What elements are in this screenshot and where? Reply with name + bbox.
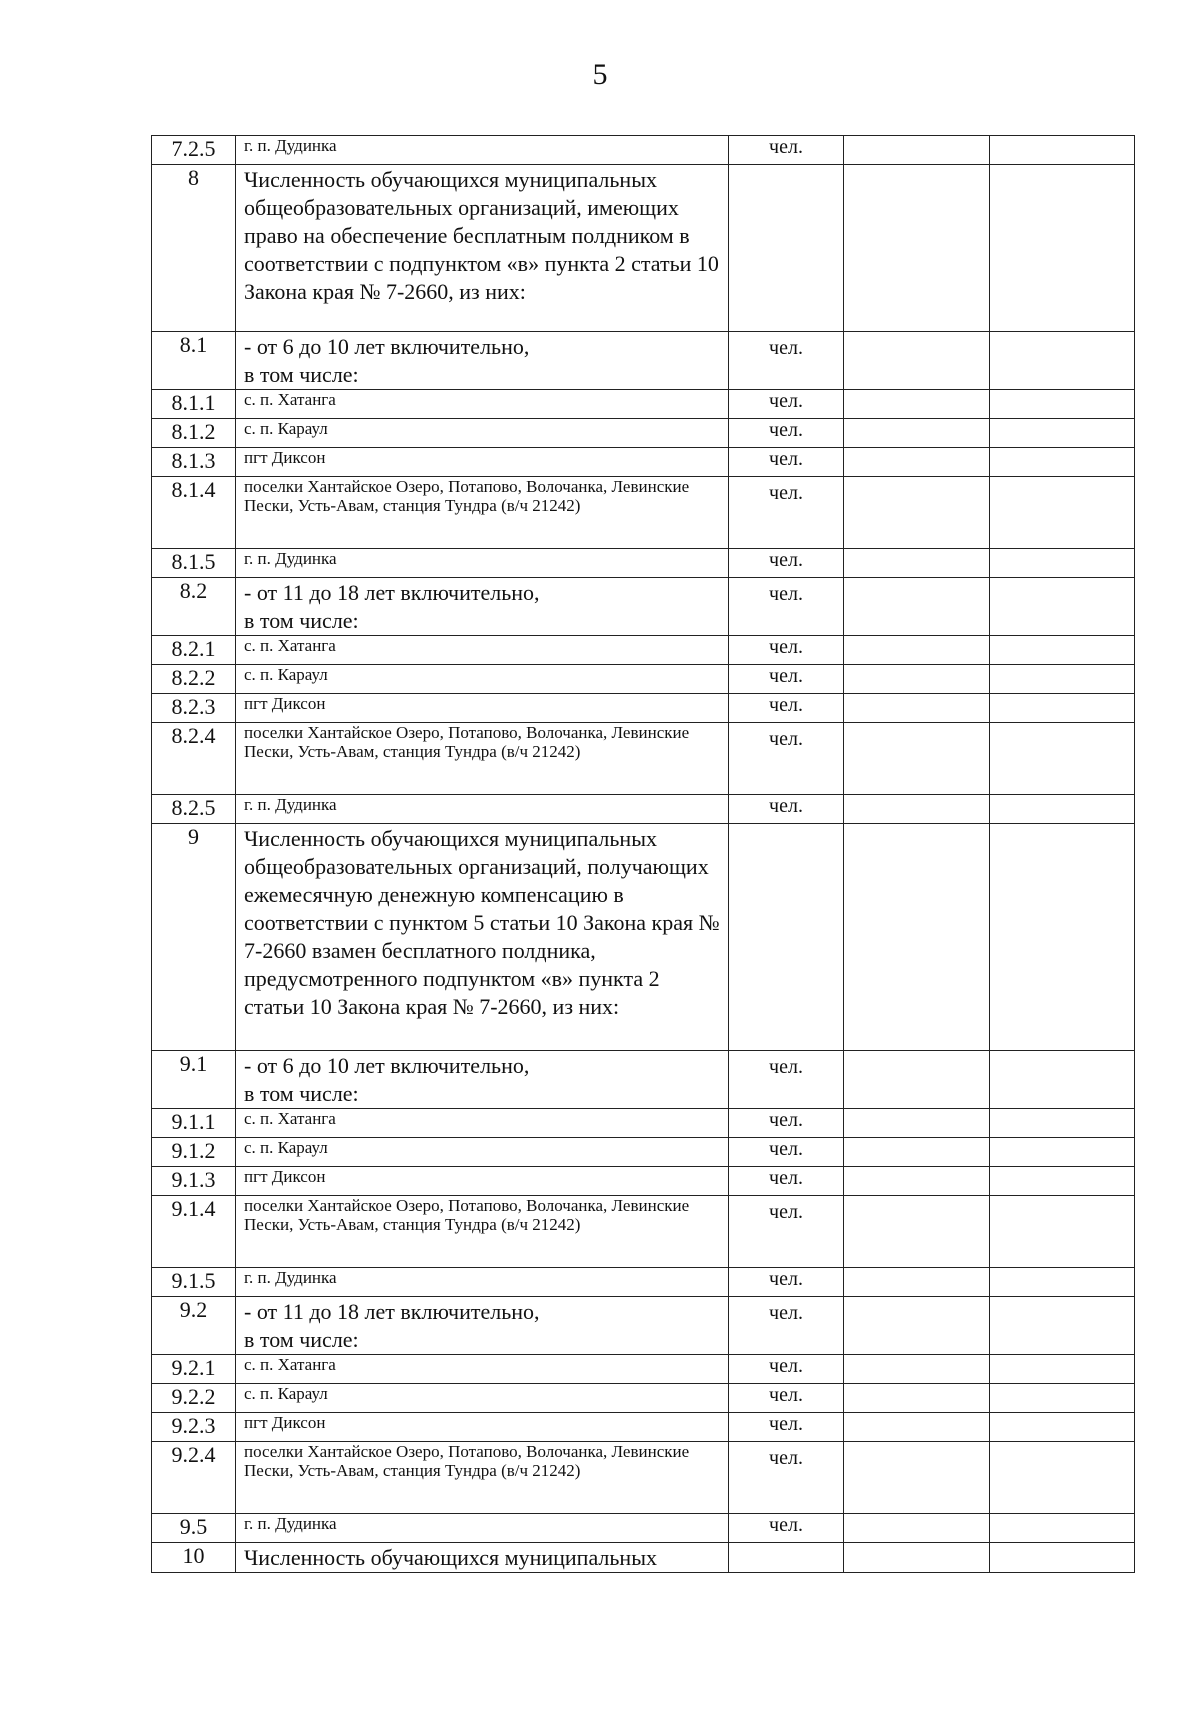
row-unit: чел.	[729, 1138, 844, 1167]
row-unit: чел.	[729, 694, 844, 723]
row-name: пгт Диксон	[236, 694, 729, 723]
value-cell	[990, 1384, 1135, 1413]
row-number: 9.5	[152, 1514, 236, 1543]
value-cell	[844, 1384, 990, 1413]
table-row	[152, 795, 1135, 824]
row-name: с. п. Караул	[236, 1138, 729, 1167]
row-unit: чел.	[729, 549, 844, 578]
row-unit: чел.	[729, 1268, 844, 1297]
table-row	[152, 1543, 1135, 1573]
row-name-line: - от 11 до 18 лет включительно,	[244, 580, 540, 605]
row-name: с. п. Караул	[236, 419, 729, 448]
row-name: г. п. Дудинка	[236, 136, 729, 165]
row-name: поселки Хантайское Озеро, Потапово, Волочанка, Левинские Пески, Усть-Авам, станция Тундра (в/ч 21242)	[236, 477, 729, 549]
row-unit: чел.	[729, 795, 844, 824]
row-number: 9	[152, 824, 236, 1051]
table-row	[152, 723, 1135, 795]
row-number: 8.1.5	[152, 549, 236, 578]
row-number: 8.2.4	[152, 723, 236, 795]
row-number: 9.1.3	[152, 1167, 236, 1196]
row-unit: чел.	[729, 1109, 844, 1138]
table-row	[152, 1109, 1135, 1138]
table-row	[152, 419, 1135, 448]
row-name: Численность обучающихся муниципальных	[236, 1543, 729, 1573]
value-cell	[990, 165, 1135, 332]
row-name-line: в том числе:	[244, 1327, 359, 1352]
table-row	[152, 1138, 1135, 1167]
value-cell	[990, 1167, 1135, 1196]
value-cell	[990, 694, 1135, 723]
row-name: пгт Диксон	[236, 1167, 729, 1196]
row-number: 9.2.4	[152, 1442, 236, 1514]
value-cell	[844, 1442, 990, 1514]
row-unit	[729, 824, 844, 1051]
row-number: 8.1.3	[152, 448, 236, 477]
value-cell	[844, 136, 990, 165]
row-name: с. п. Хатанга	[236, 390, 729, 419]
table-row	[152, 1442, 1135, 1514]
value-cell	[844, 332, 990, 390]
value-cell	[990, 448, 1135, 477]
value-cell	[844, 1268, 990, 1297]
row-unit: чел.	[729, 136, 844, 165]
value-cell	[844, 665, 990, 694]
value-cell	[990, 1196, 1135, 1268]
row-number: 9.1.2	[152, 1138, 236, 1167]
row-number: 8	[152, 165, 236, 332]
table-row	[152, 694, 1135, 723]
table-row	[152, 477, 1135, 549]
row-name-line: в том числе:	[244, 1081, 359, 1106]
row-number: 8.2.3	[152, 694, 236, 723]
value-cell	[844, 419, 990, 448]
value-cell	[990, 332, 1135, 390]
table-row	[152, 578, 1135, 636]
row-unit	[729, 165, 844, 332]
row-name: поселки Хантайское Озеро, Потапово, Волочанка, Левинские Пески, Усть-Авам, станция Тундра (в/ч 21242)	[236, 723, 729, 795]
row-number: 8.1.4	[152, 477, 236, 549]
table-row	[152, 1297, 1135, 1355]
row-unit: чел.	[729, 1051, 844, 1109]
value-cell	[990, 665, 1135, 694]
row-number: 9.2.3	[152, 1413, 236, 1442]
value-cell	[844, 1355, 990, 1384]
row-unit: чел.	[729, 448, 844, 477]
row-number: 9.1.4	[152, 1196, 236, 1268]
value-cell	[990, 549, 1135, 578]
value-cell	[990, 1268, 1135, 1297]
row-name: с. п. Хатанга	[236, 1109, 729, 1138]
row-number: 8.1	[152, 332, 236, 390]
row-unit: чел.	[729, 636, 844, 665]
row-unit	[729, 1543, 844, 1573]
table-row	[152, 390, 1135, 419]
row-name: пгт Диксон	[236, 1413, 729, 1442]
row-name: г. п. Дудинка	[236, 1514, 729, 1543]
value-cell	[844, 1413, 990, 1442]
table-row	[152, 665, 1135, 694]
value-cell	[990, 419, 1135, 448]
row-name-line: в том числе:	[244, 608, 359, 633]
row-name: поселки Хантайское Озеро, Потапово, Волочанка, Левинские Пески, Усть-Авам, станция Тундра (в/ч 21242)	[236, 1196, 729, 1268]
value-cell	[990, 824, 1135, 1051]
row-number: 8.1.1	[152, 390, 236, 419]
row-name: с. п. Хатанга	[236, 1355, 729, 1384]
value-cell	[990, 1138, 1135, 1167]
row-number: 9.2.2	[152, 1384, 236, 1413]
table-row	[152, 136, 1135, 165]
value-cell	[844, 636, 990, 665]
value-cell	[990, 1051, 1135, 1109]
table-row	[152, 332, 1135, 390]
value-cell	[844, 1167, 990, 1196]
table-row	[152, 549, 1135, 578]
row-name	[236, 1051, 729, 1109]
row-unit: чел.	[729, 1384, 844, 1413]
row-unit: чел.	[729, 1413, 844, 1442]
row-unit: чел.	[729, 332, 844, 390]
row-unit: чел.	[729, 723, 844, 795]
row-name: с. п. Хатанга	[236, 636, 729, 665]
row-number: 7.2.5	[152, 136, 236, 165]
value-cell	[990, 723, 1135, 795]
value-cell	[844, 1138, 990, 1167]
row-number: 10	[152, 1543, 236, 1573]
row-name	[236, 332, 729, 390]
row-unit: чел.	[729, 1167, 844, 1196]
table-row	[152, 1514, 1135, 1543]
table-row	[152, 448, 1135, 477]
row-unit: чел.	[729, 1514, 844, 1543]
row-name: Численность обучающихся муниципальных общеобразовательных организаций, имеющих право на обеспечение бесплатным полдником в соответствии с подпунктом «в» пункта 2 статьи 10 Закона края № 7-2660, из них:	[236, 165, 729, 332]
row-name: г. п. Дудинка	[236, 1268, 729, 1297]
value-cell	[844, 723, 990, 795]
value-cell	[990, 795, 1135, 824]
value-cell	[990, 1297, 1135, 1355]
value-cell	[990, 1442, 1135, 1514]
row-number: 9.1	[152, 1051, 236, 1109]
row-name	[236, 578, 729, 636]
row-unit: чел.	[729, 1196, 844, 1268]
row-name: г. п. Дудинка	[236, 795, 729, 824]
value-cell	[844, 549, 990, 578]
row-number: 8.2.2	[152, 665, 236, 694]
value-cell	[844, 1051, 990, 1109]
value-cell	[844, 1543, 990, 1573]
row-number: 9.1.5	[152, 1268, 236, 1297]
value-cell	[844, 1514, 990, 1543]
value-cell	[844, 1196, 990, 1268]
row-name-line: - от 6 до 10 лет включительно,	[244, 334, 530, 359]
value-cell	[844, 390, 990, 419]
row-name-line: - от 11 до 18 лет включительно,	[244, 1299, 540, 1324]
row-unit: чел.	[729, 390, 844, 419]
indicator-table	[151, 135, 1135, 1573]
value-cell	[990, 390, 1135, 419]
row-unit: чел.	[729, 578, 844, 636]
table-row	[152, 824, 1135, 1051]
value-cell	[990, 1355, 1135, 1384]
value-cell	[990, 636, 1135, 665]
value-cell	[844, 477, 990, 549]
value-cell	[844, 795, 990, 824]
table-row	[152, 1268, 1135, 1297]
row-name: поселки Хантайское Озеро, Потапово, Волочанка, Левинские Пески, Усть-Авам, станция Тундра (в/ч 21242)	[236, 1442, 729, 1514]
value-cell	[844, 1109, 990, 1138]
row-name: пгт Диксон	[236, 448, 729, 477]
table-row	[152, 1051, 1135, 1109]
table-row	[152, 1167, 1135, 1196]
row-unit: чел.	[729, 419, 844, 448]
row-unit: чел.	[729, 1442, 844, 1514]
row-name-line: в том числе:	[244, 362, 359, 387]
row-number: 8.2	[152, 578, 236, 636]
value-cell	[844, 694, 990, 723]
value-cell	[990, 1514, 1135, 1543]
table-row	[152, 1384, 1135, 1413]
table-row	[152, 1196, 1135, 1268]
value-cell	[844, 824, 990, 1051]
row-name: с. п. Караул	[236, 1384, 729, 1413]
row-unit: чел.	[729, 1297, 844, 1355]
row-unit: чел.	[729, 665, 844, 694]
row-number: 8.1.2	[152, 419, 236, 448]
row-number: 9.2	[152, 1297, 236, 1355]
value-cell	[990, 136, 1135, 165]
value-cell	[990, 578, 1135, 636]
row-unit: чел.	[729, 1355, 844, 1384]
value-cell	[990, 1543, 1135, 1573]
table-row	[152, 1355, 1135, 1384]
value-cell	[990, 477, 1135, 549]
value-cell	[844, 578, 990, 636]
row-name	[236, 1297, 729, 1355]
row-name: с. п. Караул	[236, 665, 729, 694]
row-name-line: - от 6 до 10 лет включительно,	[244, 1053, 530, 1078]
page-number: 5	[592, 58, 608, 91]
row-number: 8.2.1	[152, 636, 236, 665]
row-number: 8.2.5	[152, 795, 236, 824]
table-row	[152, 636, 1135, 665]
row-name: г. п. Дудинка	[236, 549, 729, 578]
row-number: 9.2.1	[152, 1355, 236, 1384]
value-cell	[844, 1297, 990, 1355]
row-name: Численность обучающихся муниципальных общеобразовательных организаций, получающих ежемесячную денежную компенсацию в соответствии с пунктом 5 статьи 10 Закона края № 7-2660 взамен бесплатного полдника, предусмотренного подпунктом «в» пункта 2 статьи 10 Закона края № 7-2660, из них:	[236, 824, 729, 1051]
value-cell	[844, 165, 990, 332]
row-number: 9.1.1	[152, 1109, 236, 1138]
table-row	[152, 165, 1135, 332]
value-cell	[990, 1109, 1135, 1138]
value-cell	[990, 1413, 1135, 1442]
row-unit: чел.	[729, 477, 844, 549]
value-cell	[844, 448, 990, 477]
table-row	[152, 1413, 1135, 1442]
